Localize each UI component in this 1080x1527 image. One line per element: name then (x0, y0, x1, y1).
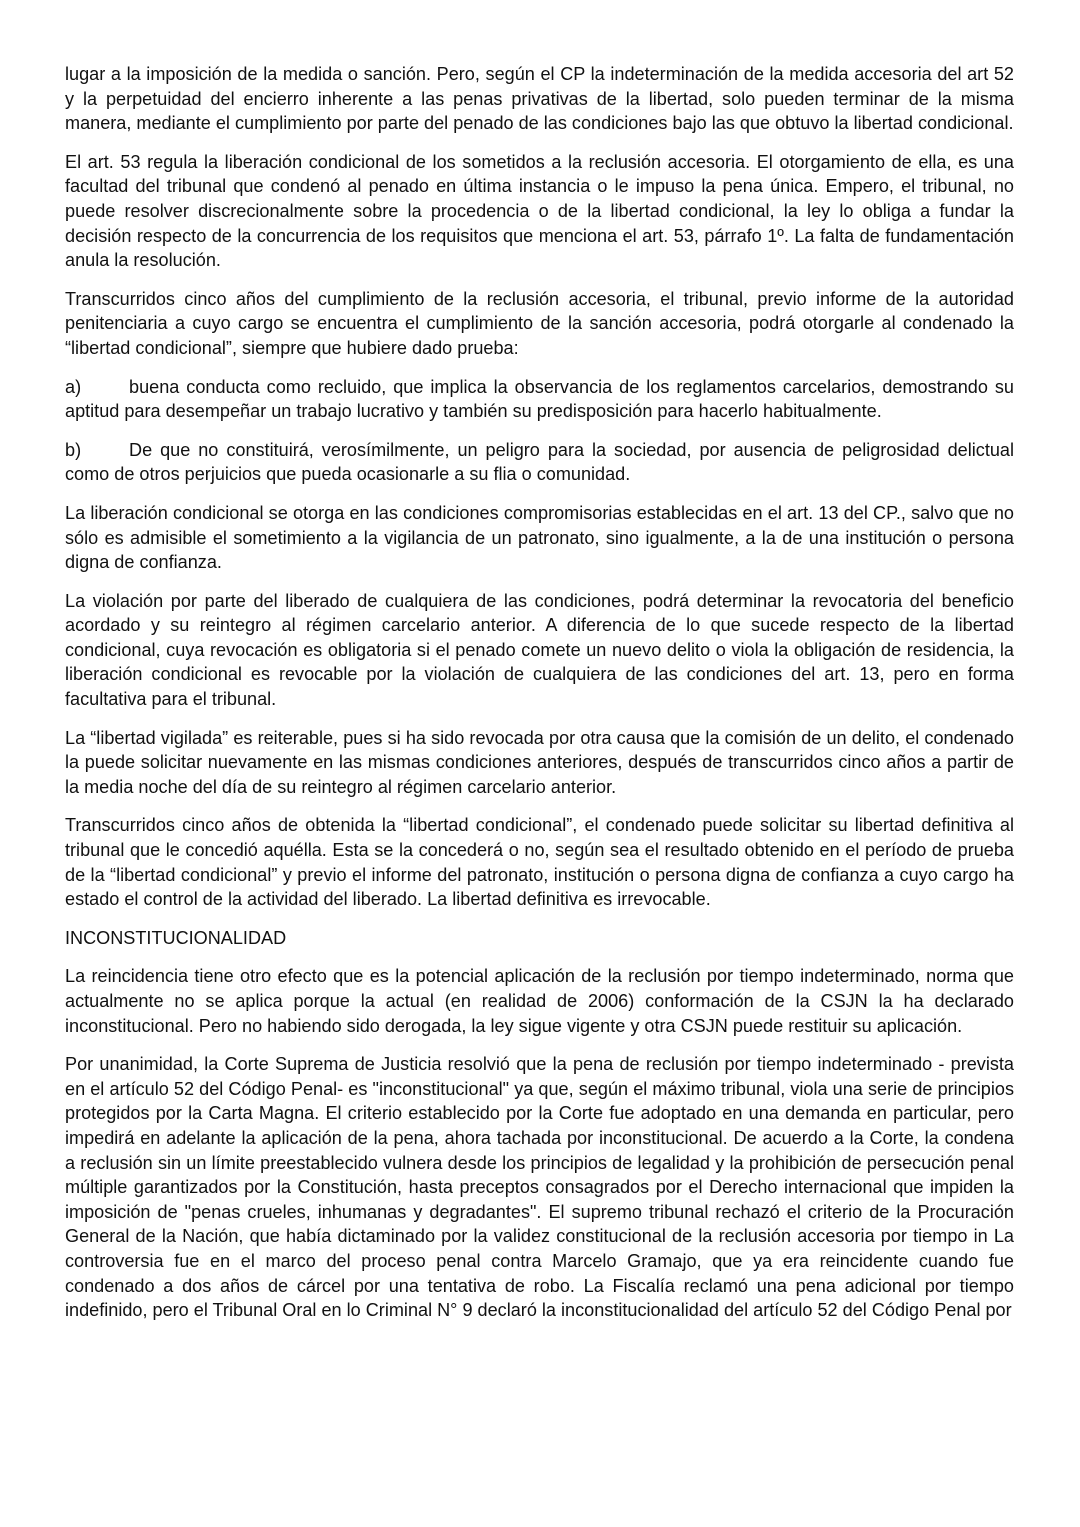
list-item-text: buena conducta como recluido, que implica la observancia de los reglamentos carcelarios, demostrando su aptitud para desempeñar un trabajo lucrativo y también su predisposición para hacerlo habitualmente. (65, 376, 1014, 422)
paragraph-middle-1: La liberación condicional se otorga en las condiciones compromisorias establecidas en el art. 13 del CP., salvo que no sólo es admisible el sometimiento a la vigilancia de un patronato, sino igualmente, a la de una institución o persona digna de confianza. (65, 502, 1014, 573)
paragraph-intro-1: lugar a la imposición de la medida o sanción. Pero, según el CP la indeterminación de la medida accesoria del art 52 y la perpetuidad del encierro inherente a las penas privativas de la libertad, solo pueden terminar de la misma manera, mediante el cumplimiento por parte del penado de las condiciones bajo las que obtuvo la libertad condicional. (65, 64, 1014, 134)
section-heading: INCONSTITUCIONALIDAD (65, 927, 287, 948)
paragraph-final-1: La reincidencia tiene otro efecto que es la potencial aplicación de la reclusión por tiempo indeterminado, norma que actualmente no se aplica porque la actual (en realidad de 2006) conformación de la CSJN la ha declarado inconstitucional. Pero no habiendo sido derogada, la ley sigue vigente y otra CSJN puede restituir su aplicación. (65, 966, 1014, 1036)
list-item-b (65, 438, 1014, 487)
paragraph-intro-2: El art. 53 regula la liberación condicional de los sometidos a la reclusión accesoria. El otorgamiento de ella, es una facultad del tribunal que condenó al penado en última instancia o le impuso la pena única. Empero, el tribunal, no puede resolver discrecionalmente sobre la procedencia o de la libertad condicional, la ley lo obliga a fundar la decisión respecto de la concurrencia de los requisitos que menciona el art. 53, párrafo 1º. La falta de fundamentación anula la resolución. (65, 151, 1014, 271)
paragraph-final-2: Por unanimidad, la Corte Suprema de Justicia resolvió que la pena de reclusión por tiempo indeterminado - prevista en el artículo 52 del Código Penal- es "inconstitucional" ya que, según el máximo tribunal, viola una serie de principios protegidos por la Carta Magna. El criterio establecido por la Corte fue adoptado en una demanda en particular, pero impedirá en adelante la aplicación de la pena, ahora tachada por inconstitucional. De acuerdo a la Corte, la condena a reclusión sin un límite preestablecido vulnera desde los principios de legalidad y la prohibición de persecución penal múltiple garantizados por la Constitución, hasta preceptos consagrados por el Derecho internacional que impiden la imposición de "penas crueles, inhumanas y degradantes". El supremo tribunal rechazó el criterio de la Procuración General de la Nación, que había dictaminado por la validez constitucional de la reclusión accesoria por tiempo in La controversia fue en el marco del proceso penal contra Marcelo Gramajo, que ya era reincidente cuando fue condenado a dos años de cárcel por una tentativa de robo. La Fiscalía reclamó una pena adicional por tiempo indefinido, pero el Tribunal Oral en lo Criminal N° 9 declaró la inconstitucionalidad del artículo 52 del Código Penal por (65, 1054, 1014, 1321)
list-item-label: a) (65, 376, 82, 397)
paragraph-middle-3: La “libertad vigilada” es reiterable, pues si ha sido revocada por otra causa que la comisión de un delito, el condenado la puede solicitar nuevamente en las mismas condiciones anteriores, después de transcurridos cinco años a partir de la media noche del día de su reintegro al régimen carcelario anterior. (65, 727, 1014, 797)
paragraph-middle-4: Transcurridos cinco años de obtenida la “libertad condicional”, el condenado puede solicitar su libertad definitiva al tribunal que le concedió aquélla. Esta se la concederá o no, según sea el resultado obtenido en el período de prueba de la “libertad condicional” y previo el informe del patronato, institución o persona digna de confianza a cuyo cargo ha estado el control de la actividad del liberado. La libertad definitiva es irrevocable. (65, 815, 1014, 910)
paragraph-middle-2: La violación por parte del liberado de cualquiera de las condiciones, podrá determinar la revocatoria del beneficio acordado y su reintegro al régimen carcelario anterior. A diferencia de lo que sucede respecto de la libertad condicional, cuya revocación es obligatoria si el penado comete un nuevo delito o viola la obligación de residencia, la liberación condicional es revocable por la violación de cualquiera de las condiciones del art. 13, pero en forma facultativa para el tribunal. (65, 590, 1014, 710)
document-page (65, 62, 1014, 1337)
list-item-label: b) (65, 439, 82, 460)
list-item-text: De que no constituirá, verosímilmente, un peligro para la sociedad, por ausencia de peligrosidad delictual como de otros perjuicios que pueda ocasionarle a su flia o comunidad. (65, 439, 1014, 485)
list-item-a (65, 375, 1014, 424)
paragraph-intro-3: Transcurridos cinco años del cumplimiento de la reclusión accesoria, el tribunal, previo informe de la autoridad penitenciaria a cuyo cargo se encuentra el cumplimiento de la sanción accesoria, podrá otorgarle al condenado la “libertad condicional”, siempre que hubiere dado prueba: (65, 288, 1014, 358)
